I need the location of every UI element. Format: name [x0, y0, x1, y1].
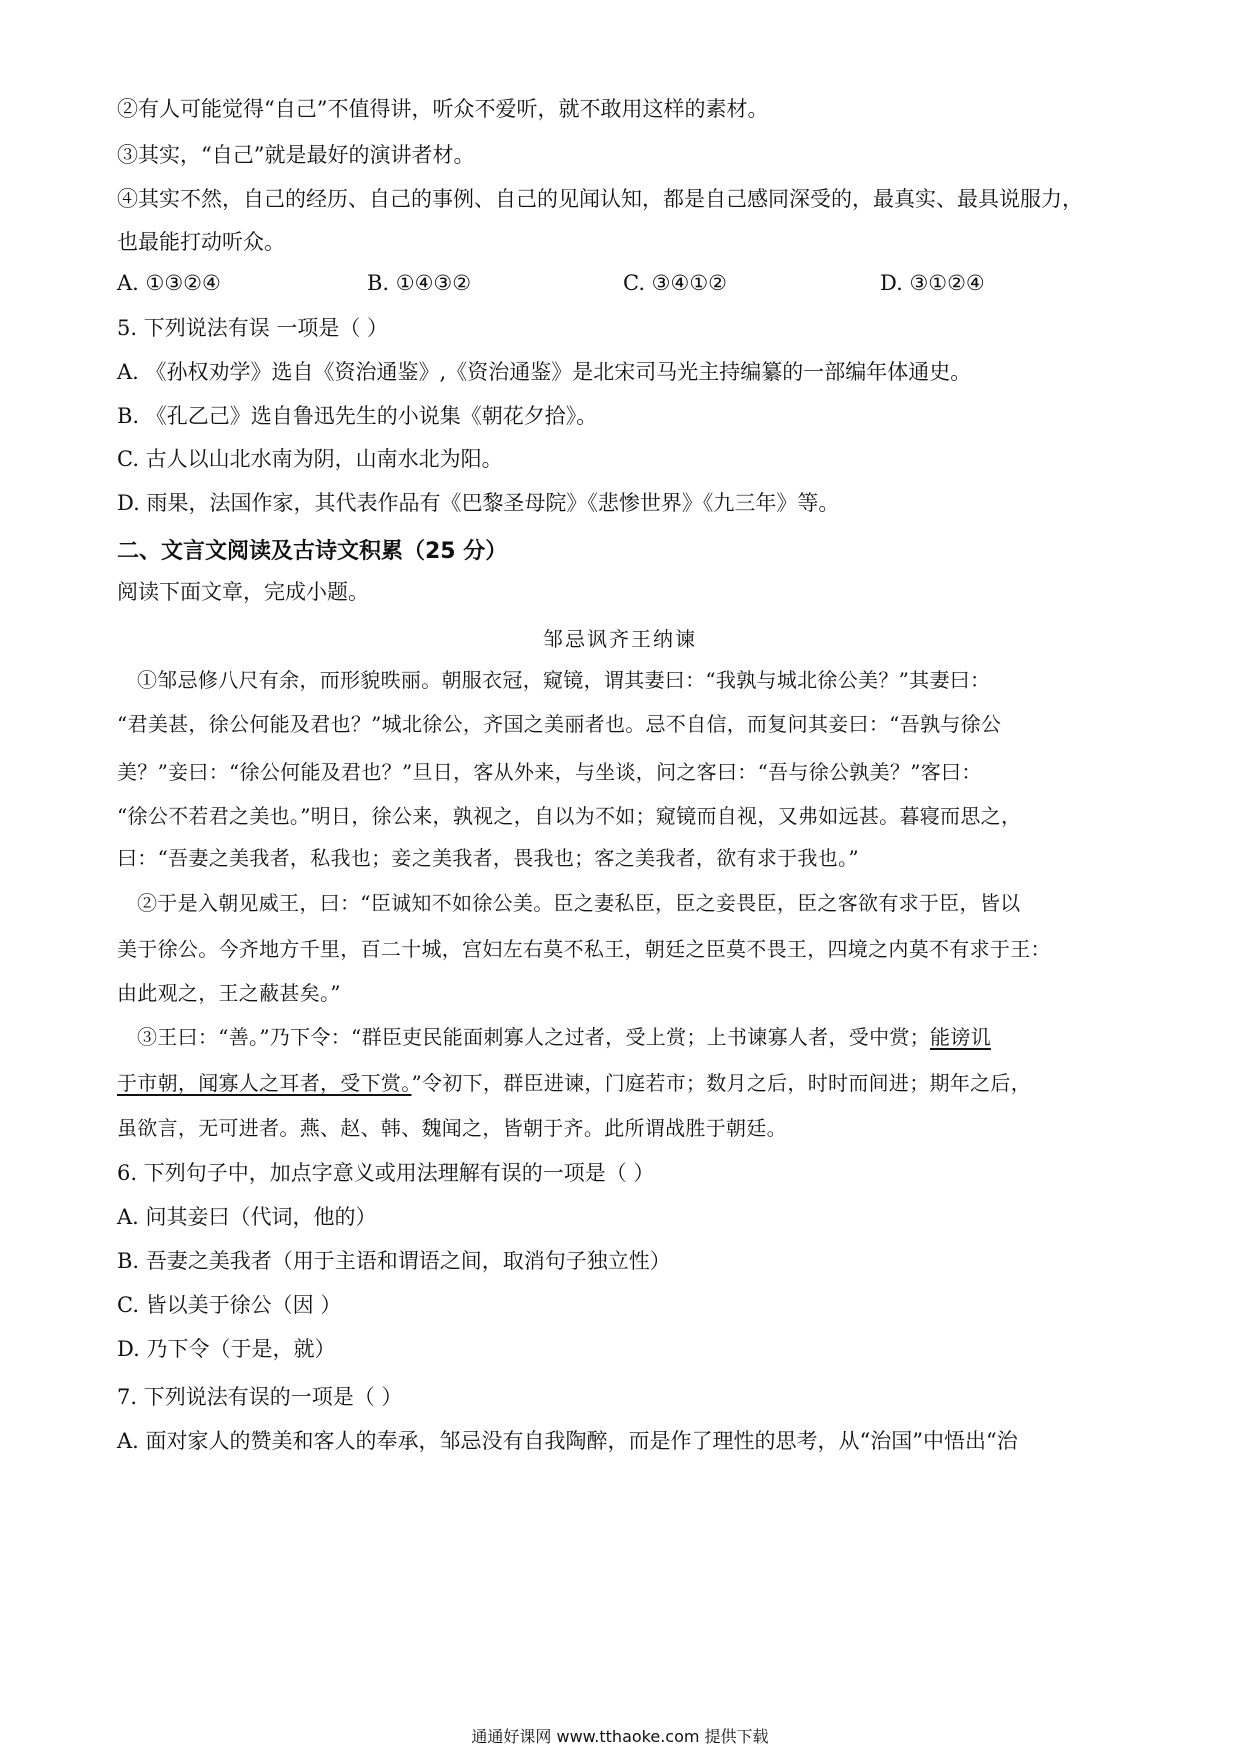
q5-stem: 5. 下列说法有误 一项是（ ）	[117, 316, 389, 340]
passage-p1-line2: “君美甚，徐公何能及君也？”城北徐公，齐国之美丽者也。忌不自信，而复问其妾曰：“吾孰与徐公	[117, 712, 1002, 736]
q6-option-b: B. 吾妻之美我者（用于主语和谓语之间，取消句子独立性）	[117, 1249, 671, 1273]
q6-option-a: A. 问其妾曰（代词，他的）	[117, 1205, 377, 1229]
q7-stem: 7. 下列说法有误的一项是（ ）	[117, 1385, 403, 1409]
q4-option-c: C. ③④①②	[623, 271, 727, 295]
q5-option-c: C. 古人以山北水南为阴，山南水北为阳。	[117, 447, 503, 471]
q6-stem: 6. 下列句子中，加点字意义或用法理解有误的一项是（ ）	[117, 1161, 655, 1185]
q4-item-4-line2: 也最能打动听众。	[117, 230, 285, 254]
q4-item-3: ③其实，“自己”就是最好的演讲者材。	[117, 143, 475, 167]
passage-p3-line2-text: ”令初下，群臣进谏，门庭若市；数月之后，时时而间进；期年之后，	[411, 1071, 1032, 1095]
q4-option-b: B. ①④③②	[367, 271, 472, 295]
passage-p1-line1: ①邹忌修八尺有余，而形貌昳丽。朝服衣冠，窥镜，谓其妻曰：“我孰与城北徐公美？”其妻曰：	[137, 668, 991, 692]
q4-option-d: D. ③①②④	[880, 271, 985, 295]
passage-p1-line4: “徐公不若君之美也。”明日，徐公来，孰视之，自以为不如；窥镜而自视，又弗如远甚。暮寝而思之，	[117, 804, 1022, 828]
q6-option-d: D. 乃下令（于是，就）	[117, 1337, 336, 1361]
q5-option-d: D. 雨果，法国作家，其代表作品有《巴黎圣母院》《悲惨世界》《九三年》等。	[117, 491, 840, 515]
passage-title: 邹忌讽齐王纳谏	[543, 627, 697, 651]
passage-p2-line1: ②于是入朝见威王，曰：“臣诚知不如徐公美。臣之妻私臣，臣之妾畏臣，臣之客欲有求于臣，皆以	[137, 891, 1021, 915]
passage-p3-line3: 虽欲言，无可进者。燕、赵、韩、魏闻之，皆朝于齐。此所谓战胜于朝廷。	[117, 1116, 787, 1140]
passage-p1-line3: 美？”妾曰：“徐公何能及君也？”旦日，客从外来，与坐谈，问之客曰：“吾与徐公孰美？”客曰：	[117, 760, 982, 784]
q7-option-a: A. 面对家人的赞美和客人的奉承，邹忌没有自我陶醉，而是作了理性的思考，从“治国”中悟出“治	[117, 1429, 1018, 1453]
passage-p3-line2	[117, 1070, 1031, 1096]
q6-option-c: C. 皆以美于徐公（因 ）	[117, 1293, 342, 1317]
passage-p3-line1	[137, 1024, 991, 1050]
q4-item-4-line1: ④其实不然，自己的经历、自己的事例、自己的见闻认知，都是自己感同深受的，最真实、最具说服力，	[117, 187, 1083, 211]
section-heading: 二、文言文阅读及古诗文积累（25 分）	[117, 539, 508, 564]
passage-p3-line1-text: ③王曰：“善。”乃下令：“群臣吏民能面刺寡人之过者，受上赏；上书谏寡人者，受中赏；	[137, 1025, 930, 1049]
q4-item-2: ②有人可能觉得“自己”不值得讲，听众不爱听，就不敢用这样的素材。	[117, 97, 769, 121]
footer-source: 通通好课网 www.tthaoke.com 提供下载	[471, 1727, 769, 1746]
q4-option-a: A. ①③②④	[117, 271, 221, 295]
q5-option-b: B. 《孔乙己》选自鲁迅先生的小说集《朝花夕拾》。	[117, 404, 598, 428]
passage-p1-line5: 曰：“吾妻之美我者，私我也；妾之美我者，畏我也；客之美我者，欲有求于我也。”	[117, 846, 859, 870]
underlined-sentence-part2: 于市朝，闻寡人之耳者，受下赏。	[117, 1071, 412, 1095]
reading-instruction: 阅读下面文章，完成小题。	[117, 580, 369, 604]
passage-p2-line2: 美于徐公。今齐地方千里，百二十城，宫妇左右莫不私王，朝廷之臣莫不畏王，四境之内莫不有求于王：	[117, 937, 1051, 961]
q5-option-a: A. 《孙权劝学》选自《资治通鉴》,《资治通鉴》是北宋司马光主持编纂的一部编年体通史。	[117, 360, 972, 384]
passage-p2-line3: 由此观之，王之蔽甚矣。”	[117, 981, 341, 1005]
underlined-sentence-part1: 能谤讥	[929, 1025, 991, 1049]
